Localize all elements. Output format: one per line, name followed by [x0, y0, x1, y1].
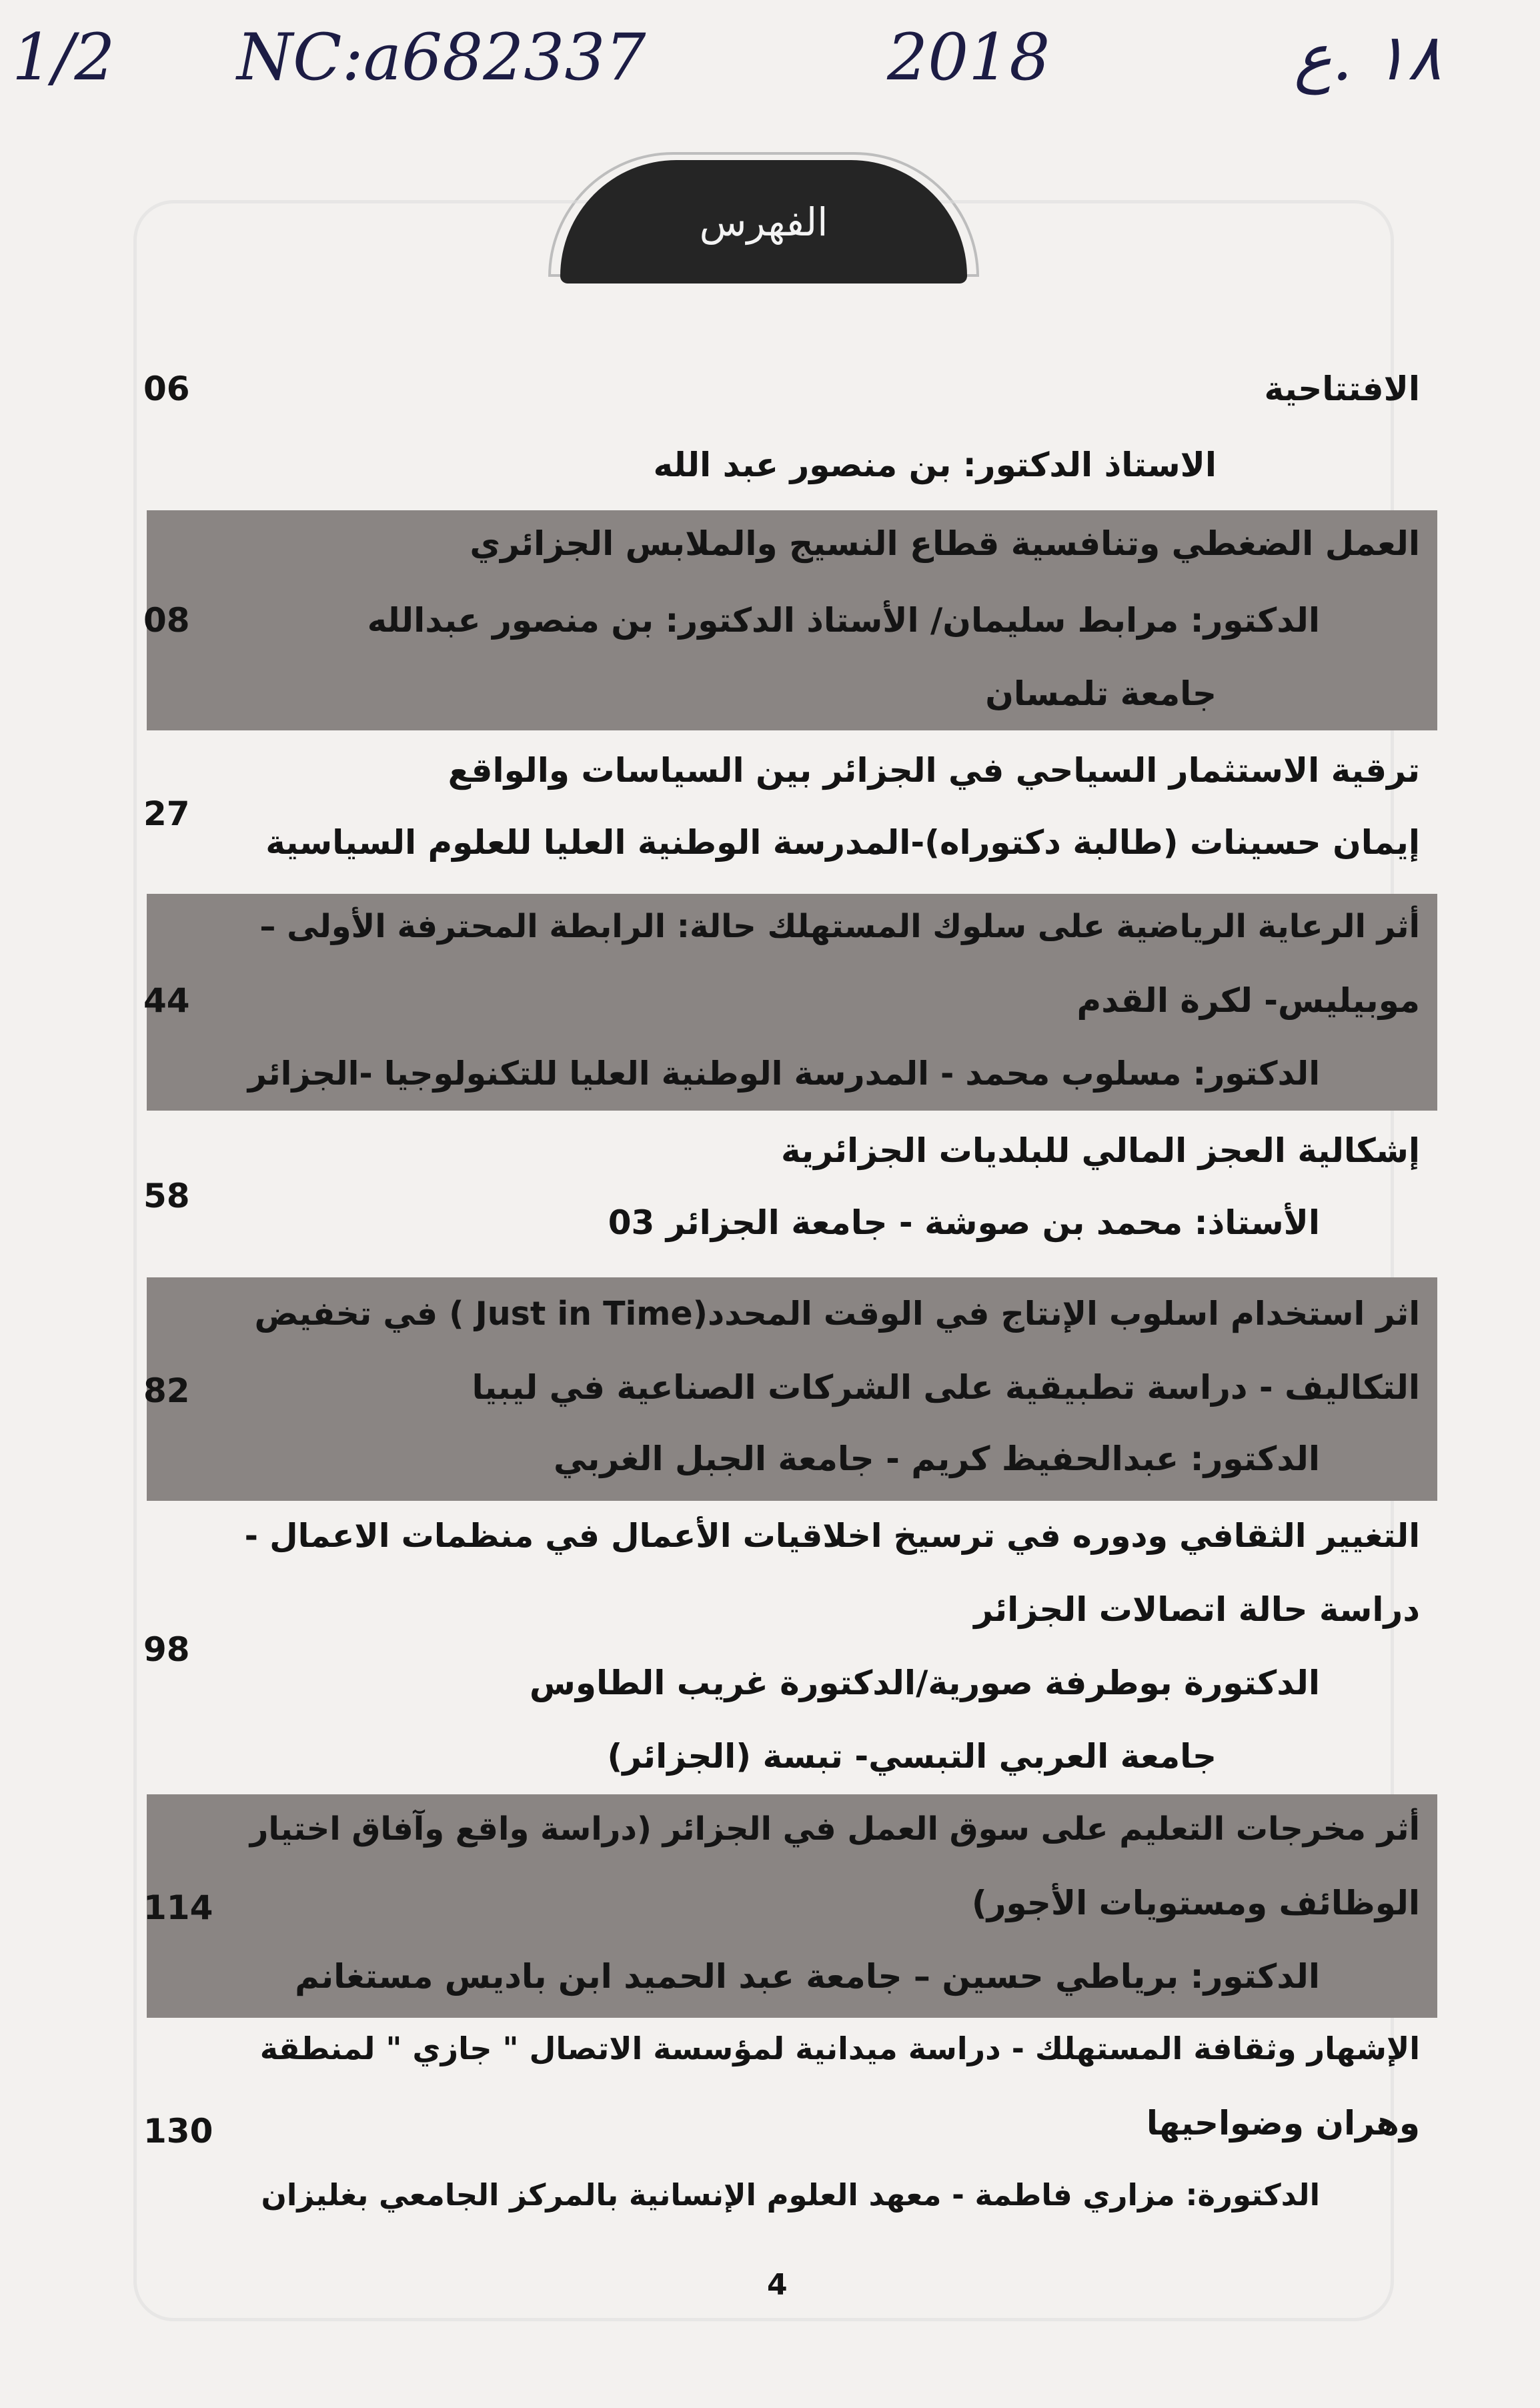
entry-author: الأستاذ: محمد بن صوشة - جامعة الجزائر 03	[608, 1203, 1320, 1242]
entry-page-number: 44	[143, 981, 190, 1020]
entry-title: أثر مخرجات التعليم على سوق العمل في الجزائر (دراسة واقع وآفاق اختيار	[249, 1810, 1420, 1848]
entry-page-number: 08	[143, 601, 190, 640]
entry-author: الدكتور: مسلوب محمد - المدرسة الوطنية العليا للتكنولوجيا -الجزائر	[247, 1055, 1320, 1093]
entry-title-cont: وهران وضواحيها	[1146, 2104, 1420, 2143]
entry-author: الدكتور: برياطي حسين – جامعة عبد الحميد ابن باديس مستغانم	[295, 1957, 1320, 1996]
entry-author: الدكتورة: مزاري فاطمة - معهد العلوم الإنسانية بالمركز الجامعي بغليزان	[261, 2177, 1320, 2213]
entry-title: إشكالية العجز المالي للبلديات الجزائرية	[781, 1131, 1420, 1170]
entry-page-number: 114	[143, 1888, 213, 1927]
page-title-text: الفهرس	[699, 199, 828, 245]
entry-author: إيمان حسينات (طالبة دكتوراه)-المدرسة الوطنية العليا للعلوم السياسية	[265, 823, 1420, 862]
entry-title: الافتتاحية	[1264, 370, 1420, 408]
handwritten-code: NC:a682337	[237, 20, 646, 95]
handwritten-year: 2018	[887, 20, 1050, 95]
entry-page-number: 130	[143, 2112, 213, 2151]
entry-page-number: 27	[143, 794, 190, 833]
entry-author: الدكتور: مرابط سليمان/ الأستاذ الدكتور: بن منصور عبدالله	[367, 601, 1320, 640]
entry-affiliation: جامعة العربي التبسي- تبسة (الجزائر)	[607, 1737, 1217, 1776]
handwritten-fraction: 1/2	[12, 20, 115, 95]
entry-title: أثر الرعاية الرياضية على سلوك المستهلك حالة: الرابطة المحترفة الأولى –	[259, 908, 1420, 945]
entry-title-cont: موبيليس- لكرة القدم	[1076, 981, 1420, 1020]
entry-page-number: 82	[143, 1371, 190, 1410]
handwritten-issue: ١٨ .ع	[1294, 20, 1442, 95]
entry-page-number: 58	[143, 1177, 190, 1215]
entry-page-number: 98	[143, 1630, 190, 1669]
entry-title: ترقية الاستثمار السياحي في الجزائر بين السياسات والواقع	[448, 751, 1420, 790]
entry-title: التغيير الثقافي ودوره في ترسيخ اخلاقيات الأعمال في منظمات الاعمال -	[244, 1517, 1420, 1555]
entry-page-number: 06	[143, 370, 190, 408]
entry-affiliation: جامعة تلمسان	[985, 674, 1217, 713]
entry-title: العمل الضغطي وتنافسية قطاع النسيج والملابس الجزائري	[470, 524, 1420, 563]
entry-author: الدكتورة بوطرفة صورية/الدكتورة غريب الطاوس	[529, 1664, 1320, 1702]
entry-title-cont: دراسة حالة اتصالات الجزائر	[974, 1590, 1420, 1629]
entry-author: الاستاذ الدكتور: بن منصور عبد الله	[653, 446, 1217, 484]
page-number: 4	[767, 2268, 788, 2302]
entry-title: اثر استخدام اسلوب الإنتاج في الوقت المحدد(Just in Time ) في تخفيض	[254, 1295, 1420, 1333]
entry-title-cont: التكاليف - دراسة تطبيقية على الشركات الصناعية في ليبيا	[472, 1368, 1420, 1407]
entry-title: الإشهار وثقافة المستهلك - دراسة ميدانية لمؤسسة الاتصال " جازي " لمنطقة	[259, 2030, 1420, 2066]
entry-author: الدكتور: عبدالحفيظ كريم - جامعة الجبل الغربي	[554, 1439, 1320, 1478]
page-title	[560, 160, 967, 283]
entry-title-cont: الوظائف ومستويات الأجور)	[971, 1884, 1420, 1922]
